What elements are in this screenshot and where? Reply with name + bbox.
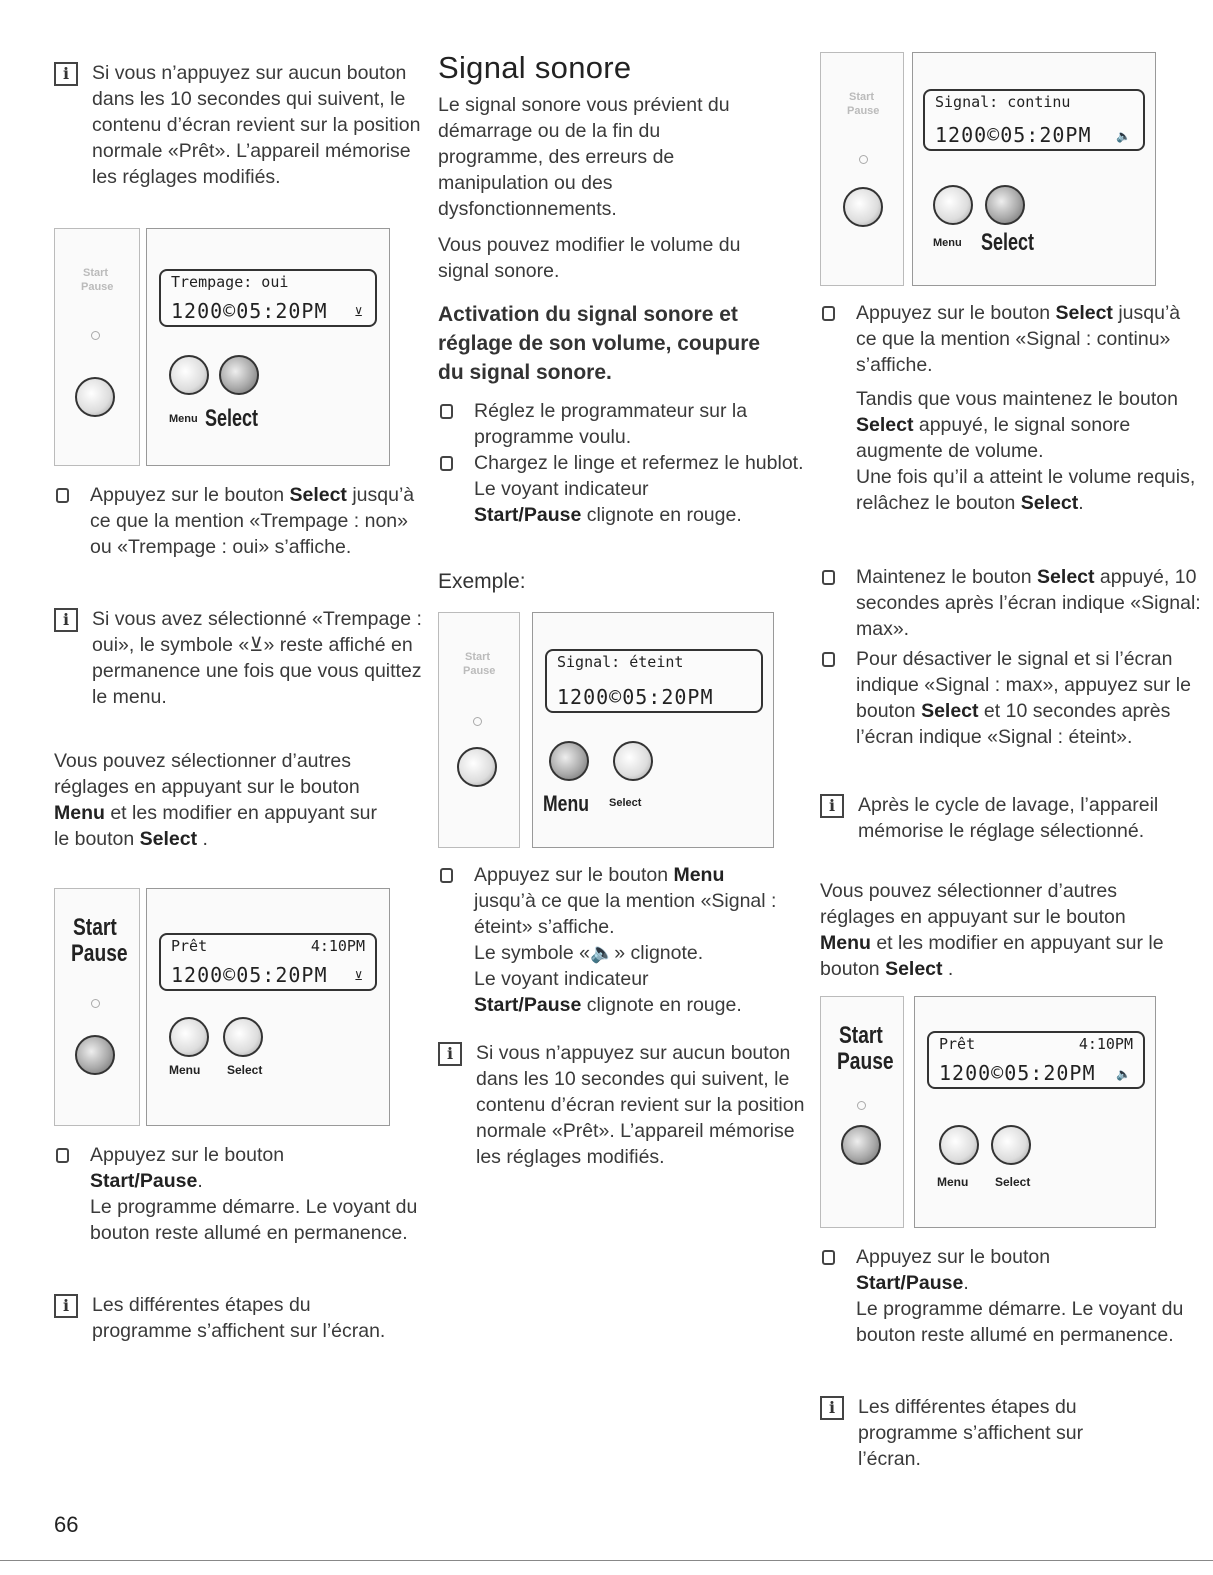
instruction-step: Appuyez sur le bouton Menu jusqu’à ce que la mention «Signal : éteint» s’affiche. Le symbole «🔈» clignote. Le voyant indicateur Start/Pause clignote en rouge.: [438, 862, 814, 1018]
lcd-display: Prêt 4:10PM 1200©05:20PM 🔈: [927, 1031, 1145, 1089]
soak-icon: ⊻: [354, 969, 363, 983]
info-note: i Après le cycle de lavage, l’appareil mémorise le réglage sélectionné.: [820, 792, 1203, 844]
subsection-title: Activation du signal sonore et réglage de son volume, coupure du signal sonore.: [438, 303, 761, 384]
display-area: Trempage: oui 1200©05:20PM ⊻ Menu Select: [146, 228, 390, 466]
lcd-display: Trempage: oui 1200©05:20PM ⊻: [159, 269, 377, 327]
menu-knob[interactable]: [939, 1125, 979, 1165]
select-knob[interactable]: [223, 1017, 263, 1057]
speaker-icon: 🔈: [1116, 1067, 1131, 1081]
start-pause-knob[interactable]: [843, 187, 883, 227]
start-pause-knob[interactable]: [841, 1125, 881, 1165]
instruction-step: Réglez le programmateur sur la programme voulu.: [438, 398, 794, 450]
display-area: Signal: continu 1200©05:20PM 🔈 Menu Select: [912, 52, 1156, 286]
instruction-step: Appuyez sur le bouton Start/Pause. Le programme démarre. Le voyant du bouton reste allumé en permanence.: [820, 1244, 1201, 1348]
intro-paragraph: Vous pouvez modifier le volume du signal sonore.: [438, 234, 741, 282]
checkbox-icon: [822, 306, 835, 321]
menu-knob[interactable]: [169, 1017, 209, 1057]
speaker-icon: 🔈: [1116, 129, 1131, 143]
info-icon: i: [820, 1396, 844, 1420]
display-area: Prêt 4:10PM 1200©05:20PM 🔈 Menu Select: [914, 996, 1156, 1228]
info-note: i Les différentes étapes du programme s’affichent sur l’écran.: [820, 1394, 1148, 1472]
section-title: Signal sonore: [438, 50, 632, 85]
paragraph: Vous pouvez sélectionner d’autres réglages en appuyant sur le bouton Menu et les modifier en appuyant sur le bouton Select .: [54, 750, 377, 850]
select-knob[interactable]: [613, 741, 653, 781]
start-pause-area: Start Pause: [54, 228, 140, 466]
control-panel-illustration: [820, 996, 1156, 1228]
menu-knob[interactable]: [549, 741, 589, 781]
menu-knob[interactable]: [169, 355, 209, 395]
instruction-step: Pour désactiver le signal et si l’écran indique «Signal : max», appuyez sur le bouton Select et 10 secondes après l’écran indique «Signal : éteint».: [820, 646, 1201, 750]
start-pause-area: Start Pause: [438, 612, 520, 848]
control-panel-illustration: [820, 52, 1156, 286]
paragraph: Vous pouvez sélectionner d’autres réglages en appuyant sur le bouton Menu et les modifier en appuyant sur le bouton Select .: [820, 880, 1164, 980]
display-area: Prêt 4:10PM 1200©05:20PM ⊻ Menu Select: [146, 888, 390, 1126]
menu-knob[interactable]: [933, 185, 973, 225]
checkbox-icon: [56, 1148, 69, 1163]
info-note: i Les différentes étapes du programme s’affichent sur l’écran.: [54, 1292, 392, 1344]
start-pause-area: Start Pause: [820, 996, 904, 1228]
control-panel-illustration: [54, 228, 390, 466]
select-knob[interactable]: [219, 355, 259, 395]
checkbox-icon: [822, 570, 835, 585]
checkbox-icon: [440, 456, 453, 471]
select-knob[interactable]: [985, 185, 1025, 225]
info-icon: i: [54, 62, 78, 86]
info-icon: i: [54, 608, 78, 632]
intro-paragraph: Le signal sonore vous prévient du démarrage ou de la fin du programme, des erreurs de manipulation ou des dysfonctionnements.: [438, 94, 730, 220]
start-pause-knob[interactable]: [75, 1035, 115, 1075]
instruction-step: Maintenez le bouton Select appuyé, 10 secondes après l’écran indique «Signal: max».: [820, 564, 1201, 642]
display-area: Signal: éteint 1200©05:20PM Menu Select: [532, 612, 774, 848]
checkbox-icon: [822, 652, 835, 667]
checkbox-icon: [822, 1250, 835, 1265]
start-pause-area: Start Pause: [820, 52, 904, 286]
control-panel-illustration: [438, 612, 774, 848]
checkbox-icon: [440, 404, 453, 419]
example-heading: Exemple:: [438, 570, 526, 593]
instruction-step: Appuyez sur le bouton Select jusqu’à ce que la mention «Signal : continu» s’affiche. Tandis que vous maintenez le bouton Select appuyé, le signal sonore augmente de volume. Une fois qu’il a atteint le volume requis, relâchez le bouton Select.: [820, 300, 1201, 516]
start-pause-knob[interactable]: [75, 377, 115, 417]
control-panel-illustration: [54, 888, 390, 1126]
start-pause-area: Start Pause: [54, 888, 140, 1126]
page-number: 66: [54, 1512, 79, 1537]
start-pause-knob[interactable]: [457, 747, 497, 787]
lcd-display: Signal: continu 1200©05:20PM 🔈: [923, 89, 1145, 151]
checkbox-icon: [440, 868, 453, 883]
instruction-step: Appuyez sur le bouton Select jusqu’à ce que la mention «Trempage : non» ou «Trempage : oui» s’affiche.: [54, 482, 430, 560]
select-knob[interactable]: [991, 1125, 1031, 1165]
lcd-display: Signal: éteint 1200©05:20PM: [545, 649, 763, 713]
info-note: i Si vous n’appuyez sur aucun bouton dans les 10 secondes qui suivent, le contenu d’écran revient sur la position normale «Prêt». L’appareil mémorise les réglages modifiés.: [54, 60, 432, 190]
info-note: i Si vous avez sélectionné «Trempage : oui», le symbole «⊻» reste affiché en permanence une fois que vous quittez le menu.: [54, 606, 432, 710]
info-icon: i: [820, 794, 844, 818]
info-icon: i: [438, 1042, 462, 1066]
bottom-rule: [0, 1560, 1213, 1561]
instruction-step: Chargez le linge et refermez le hublot. Le voyant indicateur Start/Pause clignote en rouge.: [438, 450, 814, 528]
info-note: i Si vous n’appuyez sur aucun bouton dans les 10 secondes qui suivent, le contenu d’écran revient sur la position normale «Prêt». L’appareil mémorise les réglages modifiés.: [438, 1040, 816, 1170]
checkbox-icon: [56, 488, 69, 503]
lcd-display: Prêt 4:10PM 1200©05:20PM ⊻: [159, 933, 377, 991]
instruction-step: Appuyez sur le bouton Start/Pause. Le programme démarre. Le voyant du bouton reste allumé en permanence.: [54, 1142, 430, 1246]
info-icon: i: [54, 1294, 78, 1318]
soak-icon: ⊻: [354, 305, 363, 319]
